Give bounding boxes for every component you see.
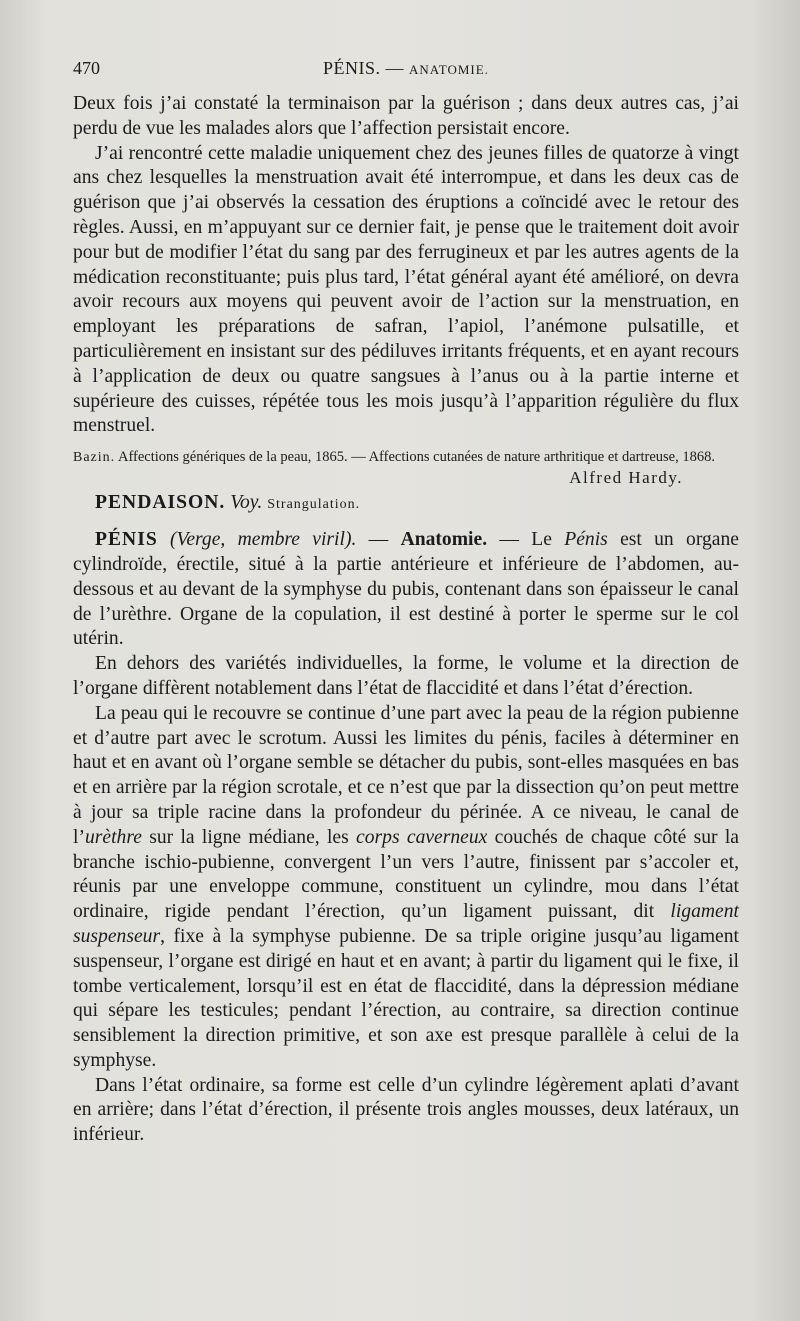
cross-reference: Strangulation.	[267, 497, 361, 513]
paragraph-shape: Dans l’état ordinaire, sa forme est celle d’un cylindre légèrement aplati d’avant en arrière; dans l’état d’érection, il présente trois angles mousses, deux latéraux, un inférieur.	[73, 1074, 739, 1146]
paragraph-skin	[73, 702, 739, 1074]
author-signature: Alfred Hardy.	[569, 468, 683, 488]
bibliography-text: Affections génériques de la peau, 1865. — Affections cutanées de nature arthritique et dartreuse, 1868.	[117, 449, 715, 466]
section-anatomie: Anatomie.	[400, 529, 488, 551]
running-title-main: PÉNIS. —	[323, 58, 405, 78]
gloss: (Verge, membre viril).	[170, 529, 357, 551]
headword-pendaison: PENDAISON.	[95, 492, 226, 514]
bibliography-note	[73, 449, 739, 466]
term-ligament-suspenseur: ligament suspenseur	[73, 901, 739, 947]
entry-pendaison	[73, 490, 739, 518]
entry-penis	[73, 528, 739, 652]
definition-text: est un organe cylindroïde, érectile, situé à la partie antérieure et inférieure de l’abdomen, au-dessous et au devant de la symphyse du pubis, contenant dans son épaisseur le canal de l’urèthre. Organe de la copulation, il est destiné à porter le sperme sur le col utérin.	[73, 529, 739, 650]
dash-le: — Le	[499, 529, 552, 551]
headword-penis: PÉNIS	[95, 529, 158, 551]
skin-text-2: sur la ligne médiane, les	[141, 826, 357, 848]
page-number: 470	[73, 58, 100, 78]
running-title-section: ANATOMIE.	[409, 62, 489, 77]
dash: —	[368, 529, 389, 551]
term-corps-caverneux: corps caverneux	[356, 826, 488, 848]
skin-text-3: couchés de chaque côté sur la branche ischio-pubienne, convergent l’un vers l’autre, finissent par s’accoler et, réunis par une enveloppe commune, constituent un cylindre, mou dans l’état ordinaire, rigide pendant l’érection, qu’un ligament puissant, dit	[73, 826, 739, 923]
term-penis: Pénis	[564, 529, 608, 551]
term-urethre: urèthre	[84, 826, 142, 848]
skin-text-1: La peau qui le recouvre se continue d’une part avec la peau de la région pubienne et d’autre part avec le scrotum. Aussi les limites du pénis, faciles à déterminer en haut et en avant où l’organe semble se détacher du pubis, sont-elles masquées en bas et en arrière par la région scrotale, et ce n’est que par la dissection qu’on peut mettre à jour sa triple racine dans la profondeur du périnée. A ce niveau, le canal de l’	[73, 702, 739, 848]
skin-text-4: , fixe à la symphyse pubienne. De sa triple origine jusqu’au ligament suspenseur, l’organe est dirigé en haut et en avant; à partir du ligament qui le fixe, il tombe verticalement, lorsqu’il est en état de flaccidité, dans la dépression médiane qui sépare les testicules; pendant l’érection, au contraire, sa direction continue sensiblement la direction primitive, et son axe est presque parallèle à celui de la symphyse.	[73, 925, 739, 1071]
text-block	[73, 58, 739, 1148]
running-title	[323, 58, 489, 79]
paragraph-treatment: J’ai rencontré cette maladie uniquement chez des jeunes filles de quatorze à vingt ans chez lesquelles la menstruation avait été interrompue, et dans les deux cas de guérison que j’ai observés la cessation des éruptions a coïncidé avec le retour des règles. Aussi, en m’appuyant sur ce dernier fait, je pense que le traitement doit avoir pour but de modifier l’état du sang par des ferrugineux et par les autres agents de la médication reconstituante; puis plus tard, l’état général ayant été amélioré, on devra avoir recours aux moyens qui peuvent avoir de l’action sur la menstruation, en employant les préparations de safran, l’apiol, l’anémone pulsatille, et particulièrement en insistant sur des pédiluves irritants fréquents, et en ayant recours à l’application de deux ou quatre sangsues à l’anus ou à la partie interne et supérieure des cuisses, répétée tous les mois jusqu’à l’apparition régulière du flux menstruel.	[73, 142, 739, 437]
paragraph-termination: Deux fois j’ai constaté la terminaison par la guérison ; dans deux autres cas, j’ai perdu de vue les malades alors que l’affection persistait encore.	[73, 93, 739, 139]
paragraph-variety: En dehors des variétés individuelles, la forme, le volume et la direction de l’organe diffèrent notablement dans l’état de flaccidité et dans l’état d’érection.	[73, 653, 739, 699]
bibliography-author: Bazin.	[73, 450, 116, 466]
running-header	[73, 58, 739, 92]
voy-label: Voy.	[230, 492, 263, 514]
